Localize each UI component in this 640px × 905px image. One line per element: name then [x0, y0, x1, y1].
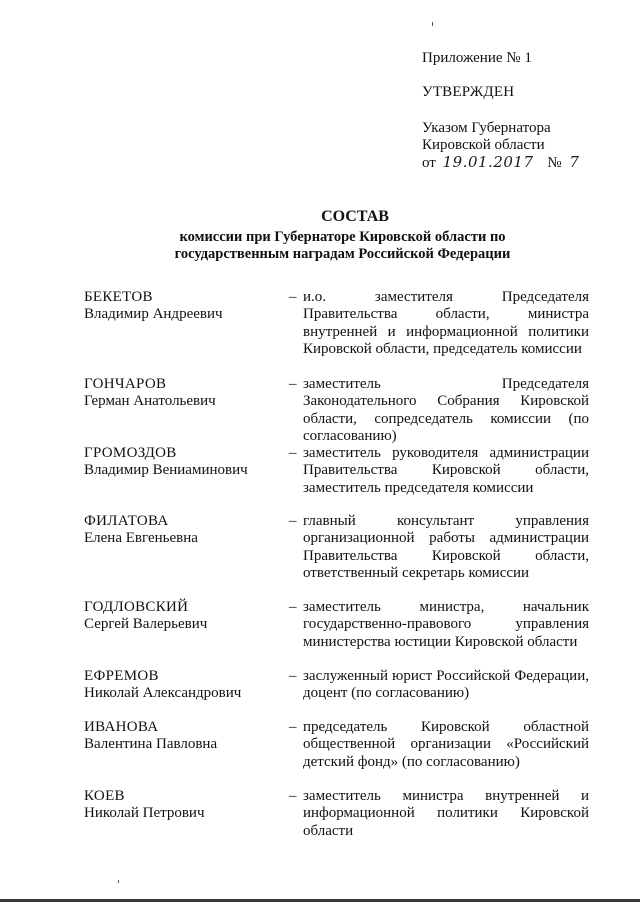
member-surname: ГОНЧАРОВ	[84, 376, 167, 392]
member-name	[84, 668, 241, 703]
number-label: №	[547, 155, 562, 171]
approved-stamp-text: УТВЕРЖДЕН	[422, 84, 515, 100]
member-dash: –	[289, 668, 297, 684]
member-name	[84, 376, 216, 411]
annex-label: Приложение № 1	[422, 50, 532, 66]
member-dash: –	[289, 513, 297, 529]
member-dash: –	[289, 719, 297, 735]
member-dash: –	[289, 445, 297, 461]
decree-date-line	[422, 154, 579, 172]
member-name	[84, 719, 217, 754]
member-role: заслуженный юрист Российской Федерации, доцент (по согласованию)	[303, 668, 589, 702]
member-given-name: Елена Евгеньевна	[84, 530, 198, 547]
member-surname: КОЕВ	[84, 788, 125, 804]
member-name	[84, 445, 248, 480]
member-surname: БЕКЕТОВ	[84, 289, 153, 305]
member-given-name: Сергей Валерьевич	[84, 616, 208, 633]
member-surname: ГРОМОЗДОВ	[84, 445, 177, 461]
title-subtitle-line-1: комиссии при Губернаторе Кировской области по	[179, 229, 506, 245]
member-dash: –	[289, 788, 297, 804]
member-given-name: Владимир Андреевич	[84, 306, 223, 323]
handwritten-date: 19.01.2017	[442, 153, 534, 171]
scan-edge-line	[0, 899, 640, 902]
title-heading: СОСТАВ	[321, 208, 389, 225]
member-name	[84, 599, 207, 634]
title-subtitle-line-2: государственным наградам Российской Федерации	[174, 246, 511, 262]
scan-speck	[118, 880, 119, 883]
member-name	[84, 289, 223, 324]
member-given-name: Владимир Вениаминович	[84, 462, 248, 479]
handwritten-number: 7	[569, 153, 580, 171]
member-role: и.о. заместителя Председателя Правительства области, министра внутренней и информационной политики Кировской области, председатель комиссии	[303, 289, 589, 357]
scan-speck	[432, 22, 433, 26]
member-role: заместитель министра внутренней и информационной политики Кировской области	[303, 788, 589, 839]
region-line: Кировской области	[422, 137, 545, 153]
member-given-name: Валентина Павловна	[84, 736, 218, 753]
member-role: главный консультант управления организационной работы администрации Правительства Кировской области, ответственный секретарь комиссии	[303, 513, 589, 581]
decree-line: Указом Губернатора	[422, 120, 551, 136]
member-name	[84, 788, 205, 823]
member-role: заместитель Председателя Законодательного Собрания Кировской области, сопредседатель комиссии (по согласованию)	[303, 376, 589, 444]
member-dash: –	[289, 599, 297, 615]
member-role: председатель Кировской областной общественной организации «Российский детский фонд» (по согласованию)	[303, 719, 589, 770]
document-title	[0, 208, 640, 263]
member-name	[84, 513, 198, 548]
member-given-name: Герман Анатольевич	[84, 393, 216, 410]
member-surname: ИВАНОВА	[84, 719, 159, 735]
member-dash: –	[289, 376, 297, 392]
member-dash: –	[289, 289, 297, 305]
member-surname: ЕФРЕМОВ	[84, 668, 159, 684]
date-prefix: от	[422, 155, 436, 171]
member-surname: ФИЛАТОВА	[84, 513, 169, 529]
member-role: заместитель руководителя администрации Правительства Кировской области, заместитель председателя комиссии	[303, 445, 589, 496]
member-given-name: Николай Александрович	[84, 685, 242, 702]
member-given-name: Николай Петрович	[84, 805, 205, 822]
member-surname: ГОДЛОВСКИЙ	[84, 599, 189, 615]
member-role: заместитель министра, начальник государственно-правового управления министерства юстиции Кировской области	[303, 599, 589, 650]
